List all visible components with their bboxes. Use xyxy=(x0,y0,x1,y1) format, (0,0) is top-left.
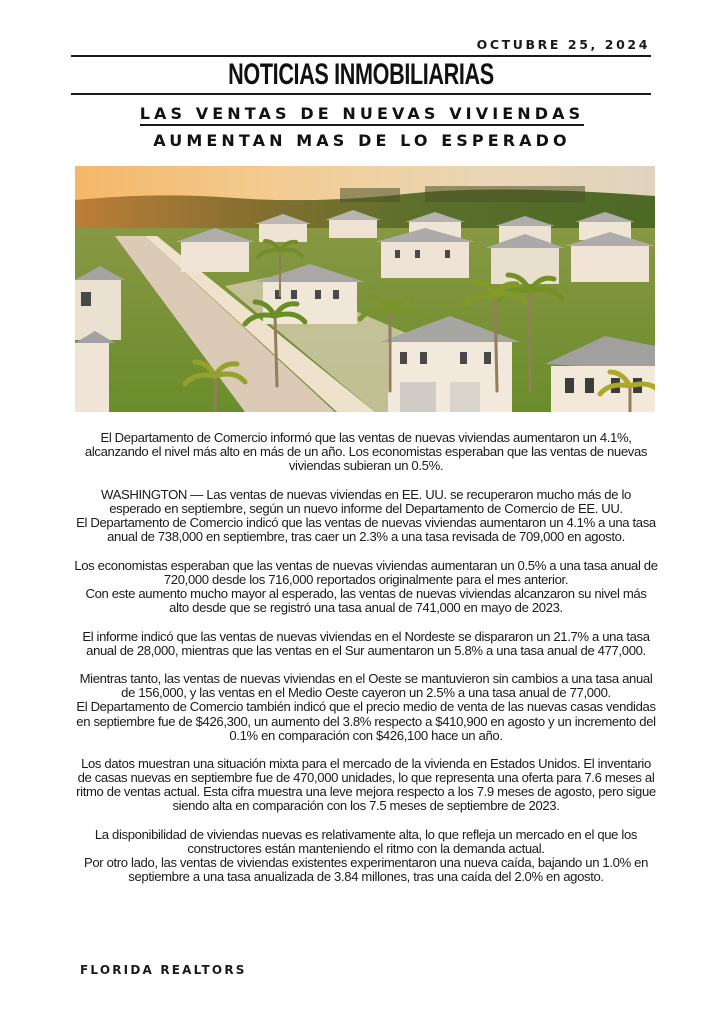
headline-line-2: AUMENTAN MAS DE LO ESPERADO xyxy=(153,131,571,150)
paragraph-text: El Departamento de Comercio indicó que las ventas de nuevas viviendas aumentaron un 4.1% a una tasa anual de 738,000 en septiembre, tras caer un 2.3% a una tasa revisada de 709,000 en agosto. xyxy=(76,514,656,545)
paragraph-text: El Departamento de Comercio también indicó que el precio medio de venta de las nuevas casas vendidas en septiembre fue de $426,300, un aumento del 3.8% respecto a $410,900 en agosto y un incremento del 0.1% en comparación con $426,100 hace un año. xyxy=(76,699,656,743)
masthead-title: NOTICIAS INMOBILIARIAS xyxy=(228,58,494,91)
paragraph-text: Con este aumento mucho mayor al esperado, las ventas de nuevas viviendas alcanzaron su nivel más alto desde que se registró una tasa anual de 741,000 en mayo de 2023. xyxy=(85,585,647,615)
paragraph-text: El Departamento de Comercio informó que las ventas de nuevas viviendas aumentaron un 4.1%, alcanzando el nivel más alto en más de un año. Los economistas esperaban que las ventas de nuevas viviendas subieran un 0.5%. xyxy=(84,430,648,474)
headline-line-1-text: LAS VENTAS DE NUEVAS VIVIENDAS xyxy=(140,104,585,126)
article-paragraph xyxy=(74,828,658,884)
article-paragraph xyxy=(74,672,658,742)
paragraph-text: Mientras tanto, las ventas de nuevas viviendas en el Oeste se mantuvieron sin cambios a una tasa anual de 156,000, y las ventas en el Medio Oeste cayeron un 2.5% a una tasa anual de 77,000. xyxy=(79,671,653,701)
paragraph-text: Por otro lado, las ventas de viviendas existentes experimentaron una nueva caída, bajando un 1.0% en septiembre a una tasa anualizada de 3.84 millones, tras una caída del 2.0% en agosto. xyxy=(83,855,649,885)
paragraph-text: Los economistas esperaban que las ventas de nuevas viviendas aumentaran un 0.5% a una tasa anual de 720,000 desde los 716,000 reportados originalmente para el mes anterior. xyxy=(74,557,658,587)
neighborhood-aerial-illustration xyxy=(75,166,655,412)
issue-date: OCTUBRE 25, 2024 xyxy=(476,37,650,52)
article-paragraph xyxy=(74,431,658,473)
article-paragraph xyxy=(74,630,658,658)
masthead-bottom-rule xyxy=(71,93,651,95)
sun-glow xyxy=(75,166,655,412)
headline-line-1 xyxy=(0,104,724,123)
article-body xyxy=(74,431,658,899)
paragraph-text: La disponibilidad de viviendas nuevas es relativamente alta, lo que refleja un mercado en el que los constructores están manteniendo el ritmo con la demanda actual. xyxy=(94,827,638,857)
article-paragraph xyxy=(74,559,658,615)
article-paragraph xyxy=(74,757,658,813)
paragraph-text: Los datos muestran una situación mixta para el mercado de la vivienda en Estados Unidos. El inventario de casas nuevas en septiembre fue de 470,000 unidades, lo que representa una oferta para 7.6 meses al ritmo de ventas actual. Esta cifra muestra una leve mejora respecto a los 7.9 meses de agosto, pero sigue siendo alta en comparación con los 7.5 meses de septiembre de 2023. xyxy=(76,756,656,814)
source-credit: FLORIDA REALTORS xyxy=(80,963,247,977)
hero-image xyxy=(75,166,655,412)
article-paragraph xyxy=(74,488,658,544)
paragraph-text: El informe indicó que las ventas de nuevas viviendas en el Nordeste se dispararon un 21.7% a una tasa anual de 28,000, mientras que las ventas en el Sur aumentaron un 5.8% a una tasa anual de 477,000. xyxy=(82,628,650,658)
paragraph-text: WASHINGTON — Las ventas de nuevas viviendas en EE. UU. se recuperaron mucho más de lo esperado en septiembre, según un nuevo informe del Departamento de Comercio de EE. UU. xyxy=(101,486,631,516)
